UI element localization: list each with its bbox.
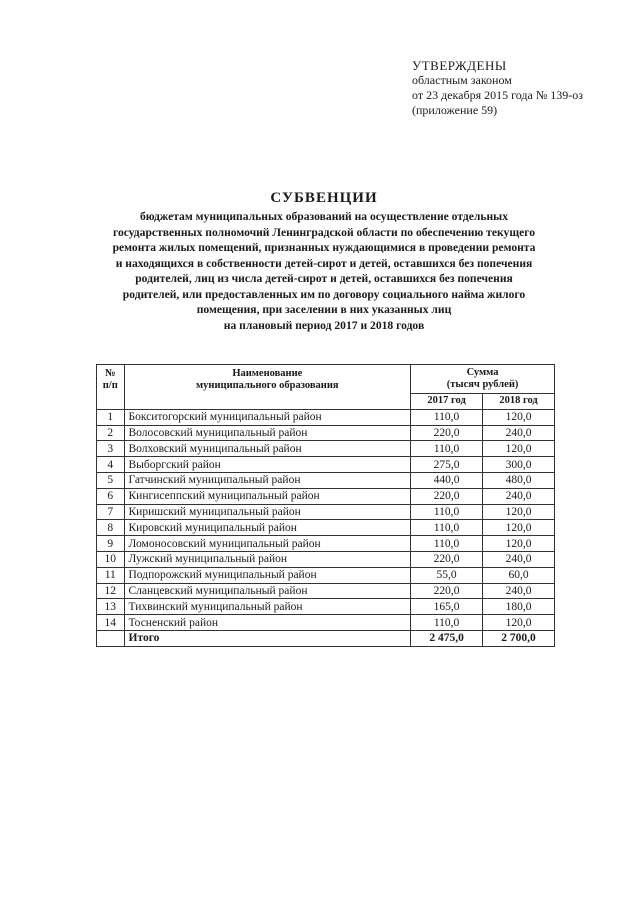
row-number: 2 bbox=[97, 425, 125, 441]
approval-heading: УТВЕРЖДЕНЫ bbox=[412, 58, 507, 73]
row-2018: 240,0 bbox=[483, 425, 555, 441]
row-municipality: Сланцевский муниципальный район bbox=[124, 583, 411, 599]
title-line: ремонта жилых помещений, признанных нуждающимися в проведении ремонта bbox=[112, 241, 536, 254]
table-row bbox=[97, 567, 555, 583]
title-line: бюджетам муниципальных образований на осуществление отдельных bbox=[139, 210, 509, 223]
header-municipality-line1: Наименование bbox=[232, 368, 303, 379]
row-municipality: Подпорожский муниципальный район bbox=[124, 567, 411, 583]
title-line: на плановый период 2017 и 2018 годов bbox=[223, 318, 425, 332]
row-municipality: Кингисеппский муниципальный район bbox=[124, 488, 411, 504]
row-number: 12 bbox=[97, 583, 125, 599]
table-row bbox=[97, 551, 555, 567]
table-row bbox=[97, 472, 555, 488]
row-2018: 240,0 bbox=[483, 583, 555, 599]
subsidy-table bbox=[96, 364, 555, 647]
row-number: 4 bbox=[97, 457, 125, 473]
title-line: родителей, или предоставленных им по договору социального найма жилого bbox=[122, 287, 526, 301]
row-municipality: Гатчинский муниципальный район bbox=[124, 472, 411, 488]
row-2017: 440,0 bbox=[411, 472, 483, 488]
row-2018: 120,0 bbox=[483, 441, 555, 457]
row-2017: 220,0 bbox=[411, 583, 483, 599]
header-year-2018: 2018 год bbox=[483, 394, 555, 410]
row-2018: 120,0 bbox=[483, 520, 555, 536]
row-number: 14 bbox=[97, 615, 125, 631]
row-number: 7 bbox=[97, 504, 125, 520]
approval-law-date: от 23 декабря 2015 года № 139-оз bbox=[412, 88, 584, 102]
document-title bbox=[60, 190, 588, 333]
row-2017: 220,0 bbox=[411, 425, 483, 441]
header-sum-line2: (тысяч рублей) bbox=[446, 379, 519, 390]
table-row bbox=[97, 536, 555, 552]
row-municipality: Ломоносовский муниципальный район bbox=[124, 536, 411, 552]
title-line: и находящихся в собственности детей-сирот и детей, оставшихся без попечения bbox=[115, 256, 533, 270]
table-body bbox=[97, 409, 555, 630]
header-sum bbox=[411, 365, 555, 394]
row-number: 3 bbox=[97, 441, 125, 457]
row-2018: 120,0 bbox=[483, 504, 555, 520]
row-number: 9 bbox=[97, 536, 125, 552]
table-row bbox=[97, 409, 555, 425]
row-2017: 110,0 bbox=[411, 409, 483, 425]
row-2018: 120,0 bbox=[483, 536, 555, 552]
row-municipality: Киришский муниципальный район bbox=[124, 504, 411, 520]
header-number-symbol: № bbox=[104, 368, 116, 379]
row-municipality: Волховский муниципальный район bbox=[124, 441, 411, 457]
header-sum-line1: Сумма bbox=[466, 367, 499, 378]
row-2017: 275,0 bbox=[411, 457, 483, 473]
total-row bbox=[97, 630, 555, 646]
row-2017: 110,0 bbox=[411, 504, 483, 520]
row-2017: 220,0 bbox=[411, 551, 483, 567]
row-2017: 110,0 bbox=[411, 536, 483, 552]
row-number: 8 bbox=[97, 520, 125, 536]
title-line: родителей, лиц из числа детей-сирот и детей, оставшихся без попечения bbox=[135, 272, 513, 285]
row-2017: 110,0 bbox=[411, 615, 483, 631]
row-2017: 55,0 bbox=[411, 567, 483, 583]
total-2018: 2 700,0 bbox=[483, 630, 555, 646]
header-number bbox=[97, 365, 125, 410]
row-2017: 220,0 bbox=[411, 488, 483, 504]
row-municipality: Лужский муниципальный район bbox=[124, 551, 411, 567]
row-2018: 240,0 bbox=[483, 551, 555, 567]
row-number: 5 bbox=[97, 472, 125, 488]
row-number: 11 bbox=[97, 567, 125, 583]
row-number: 13 bbox=[97, 599, 125, 615]
row-municipality: Выборгский район bbox=[124, 457, 411, 473]
row-2017: 110,0 bbox=[411, 441, 483, 457]
row-municipality: Тосненский район bbox=[124, 615, 411, 631]
total-2017: 2 475,0 bbox=[411, 630, 483, 646]
approval-stamp bbox=[412, 58, 583, 118]
row-2018: 180,0 bbox=[483, 599, 555, 615]
table-row bbox=[97, 599, 555, 615]
table-row bbox=[97, 457, 555, 473]
table-row bbox=[97, 504, 555, 520]
header-municipality bbox=[124, 365, 411, 410]
approval-appendix: (приложение 59) bbox=[412, 103, 498, 117]
header-number-abbr: п/п bbox=[102, 380, 118, 391]
approval-law-type: областным законом bbox=[412, 73, 512, 87]
row-2018: 120,0 bbox=[483, 615, 555, 631]
row-municipality: Бокситогорский муниципальный район bbox=[124, 409, 411, 425]
total-label: Итого bbox=[124, 630, 411, 646]
row-2018: 480,0 bbox=[483, 472, 555, 488]
table-row bbox=[97, 615, 555, 631]
total-number-cell bbox=[97, 630, 125, 646]
title-line: государственных полномочий Ленинградской области по обеспечению текущего bbox=[112, 225, 536, 239]
row-municipality: Волосовский муниципальный район bbox=[124, 425, 411, 441]
row-2017: 165,0 bbox=[411, 599, 483, 615]
table-row bbox=[97, 520, 555, 536]
row-number: 1 bbox=[97, 409, 125, 425]
table-row bbox=[97, 583, 555, 599]
table-row bbox=[97, 441, 555, 457]
row-2018: 240,0 bbox=[483, 488, 555, 504]
row-municipality: Тихвинский муниципальный район bbox=[124, 599, 411, 615]
row-municipality: Кировский муниципальный район bbox=[124, 520, 411, 536]
row-number: 10 bbox=[97, 551, 125, 567]
header-year-2017: 2017 год bbox=[411, 394, 483, 410]
row-2018: 60,0 bbox=[483, 567, 555, 583]
row-2018: 300,0 bbox=[483, 457, 555, 473]
table-row bbox=[97, 425, 555, 441]
row-2017: 110,0 bbox=[411, 520, 483, 536]
title-description bbox=[60, 209, 588, 333]
row-number: 6 bbox=[97, 488, 125, 504]
header-municipality-line2: муниципального образования bbox=[196, 380, 339, 391]
title-line: помещения, при заселении в них указанных лиц bbox=[196, 303, 452, 316]
row-2018: 120,0 bbox=[483, 409, 555, 425]
table-row bbox=[97, 488, 555, 504]
title-main: СУБВЕНЦИИ bbox=[270, 190, 378, 206]
